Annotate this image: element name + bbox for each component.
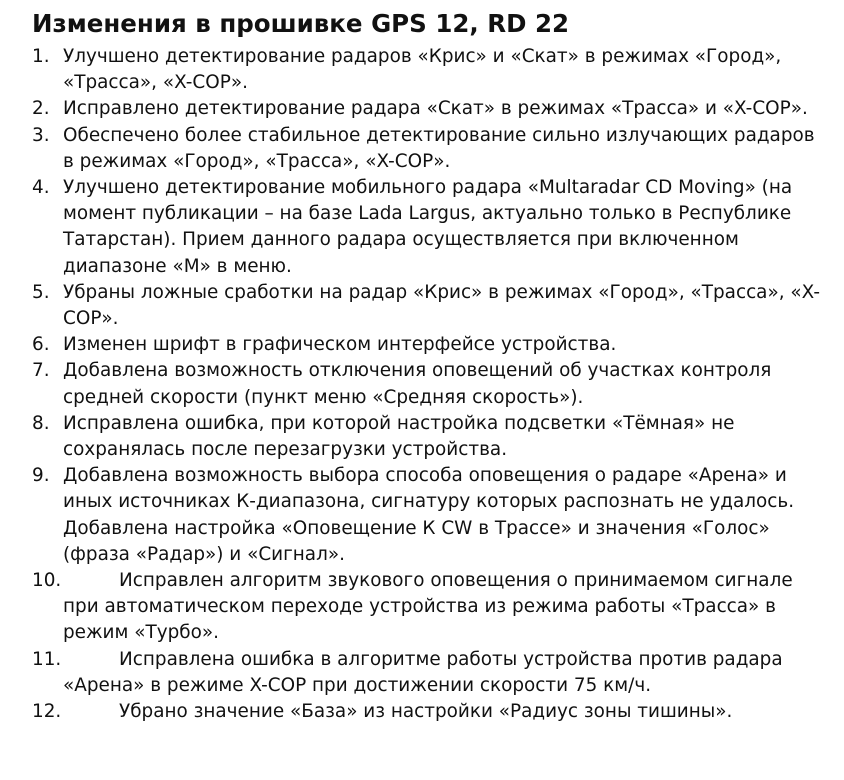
item-text: Исправлена ошибка, при которой настройка подсветки «Тёмная» не сохранялась после перезагрузки устройства.: [63, 412, 735, 461]
item-text: Обеспечено более стабильное детектирование сильно излучающих радаров в режимах «Город», «Трасса», «X-COP».: [63, 124, 815, 172]
list-item: [32, 96, 820, 122]
item-number: 9.: [32, 465, 50, 487]
item-number: 6.: [32, 334, 50, 356]
page-title: Изменения в прошивке GPS 12, RD 22: [32, 9, 570, 38]
item-text: Улучшено детектирование мобильного радара «Multaradar CD Moving» (на момент публикации – на базе Lada Largus, актуально только в Республике Татарстан). Прием данного радара осуществляется при включенном диапазоне «М» в меню.: [63, 177, 793, 277]
list-item: [32, 358, 820, 410]
list-item: [32, 332, 820, 358]
changes-list: [32, 44, 820, 725]
item-text: Исправлено детектирование радара «Скат» в режимах «Трасса» и «X-COP».: [63, 98, 808, 120]
item-text: Добавлена возможность выбора способа оповещения о радаре «Арена» и иных источниках К-диапазона, сигнатуру которых распознать не удалось. Добавлена настройка «Оповещение К CW в Трассе» и значения «Голос» (фраза «Радар») и «Сигнал».: [63, 465, 795, 565]
item-number: 7.: [32, 360, 50, 382]
list-item: [32, 463, 820, 568]
item-text: Исправлен алгоритм звукового оповещения о принимаемом сигнале при автоматическом переходе устройства из режима работы «Трасса» в режим «Турбо».: [63, 570, 793, 644]
item-text: Улучшено детектирование радаров «Крис» и «Скат» в режимах «Город», «Трасса», «X-COP».: [63, 46, 782, 94]
item-number: 1.: [32, 46, 50, 67]
list-item: [32, 123, 820, 175]
item-number: 10.: [32, 570, 62, 592]
item-number: 12.: [32, 701, 62, 723]
item-number: 2.: [32, 98, 50, 120]
item-text: Исправлена ошибка в алгоритме работы устройства против радара «Арена» в режиме X-COP при достижении скорости 75 км/ч.: [63, 648, 783, 696]
item-text: Изменен шрифт в графическом интерфейсе устройства.: [63, 334, 617, 356]
item-text: Убраны ложные сработки на радар «Крис» в режимах «Город», «Трасса», «X-COP».: [63, 281, 820, 330]
list-item: [32, 44, 820, 96]
item-number: 3.: [32, 124, 50, 146]
list-item: [32, 280, 820, 332]
list-item: [32, 411, 820, 463]
item-text: Добавлена возможность отключения оповещений об участках контроля средней скорости (пункт меню «Средняя скорость»).: [63, 360, 772, 408]
item-number: 11.: [32, 648, 62, 670]
item-number: 8.: [32, 412, 50, 434]
item-number: 5.: [32, 281, 50, 303]
item-text: Убрано значение «База» из настройки «Радиус зоны тишины».: [119, 701, 733, 723]
list-item: [32, 175, 820, 280]
list-item: [32, 647, 820, 699]
item-number: 4.: [32, 177, 50, 199]
list-item: [32, 568, 820, 647]
list-item: [32, 699, 820, 725]
